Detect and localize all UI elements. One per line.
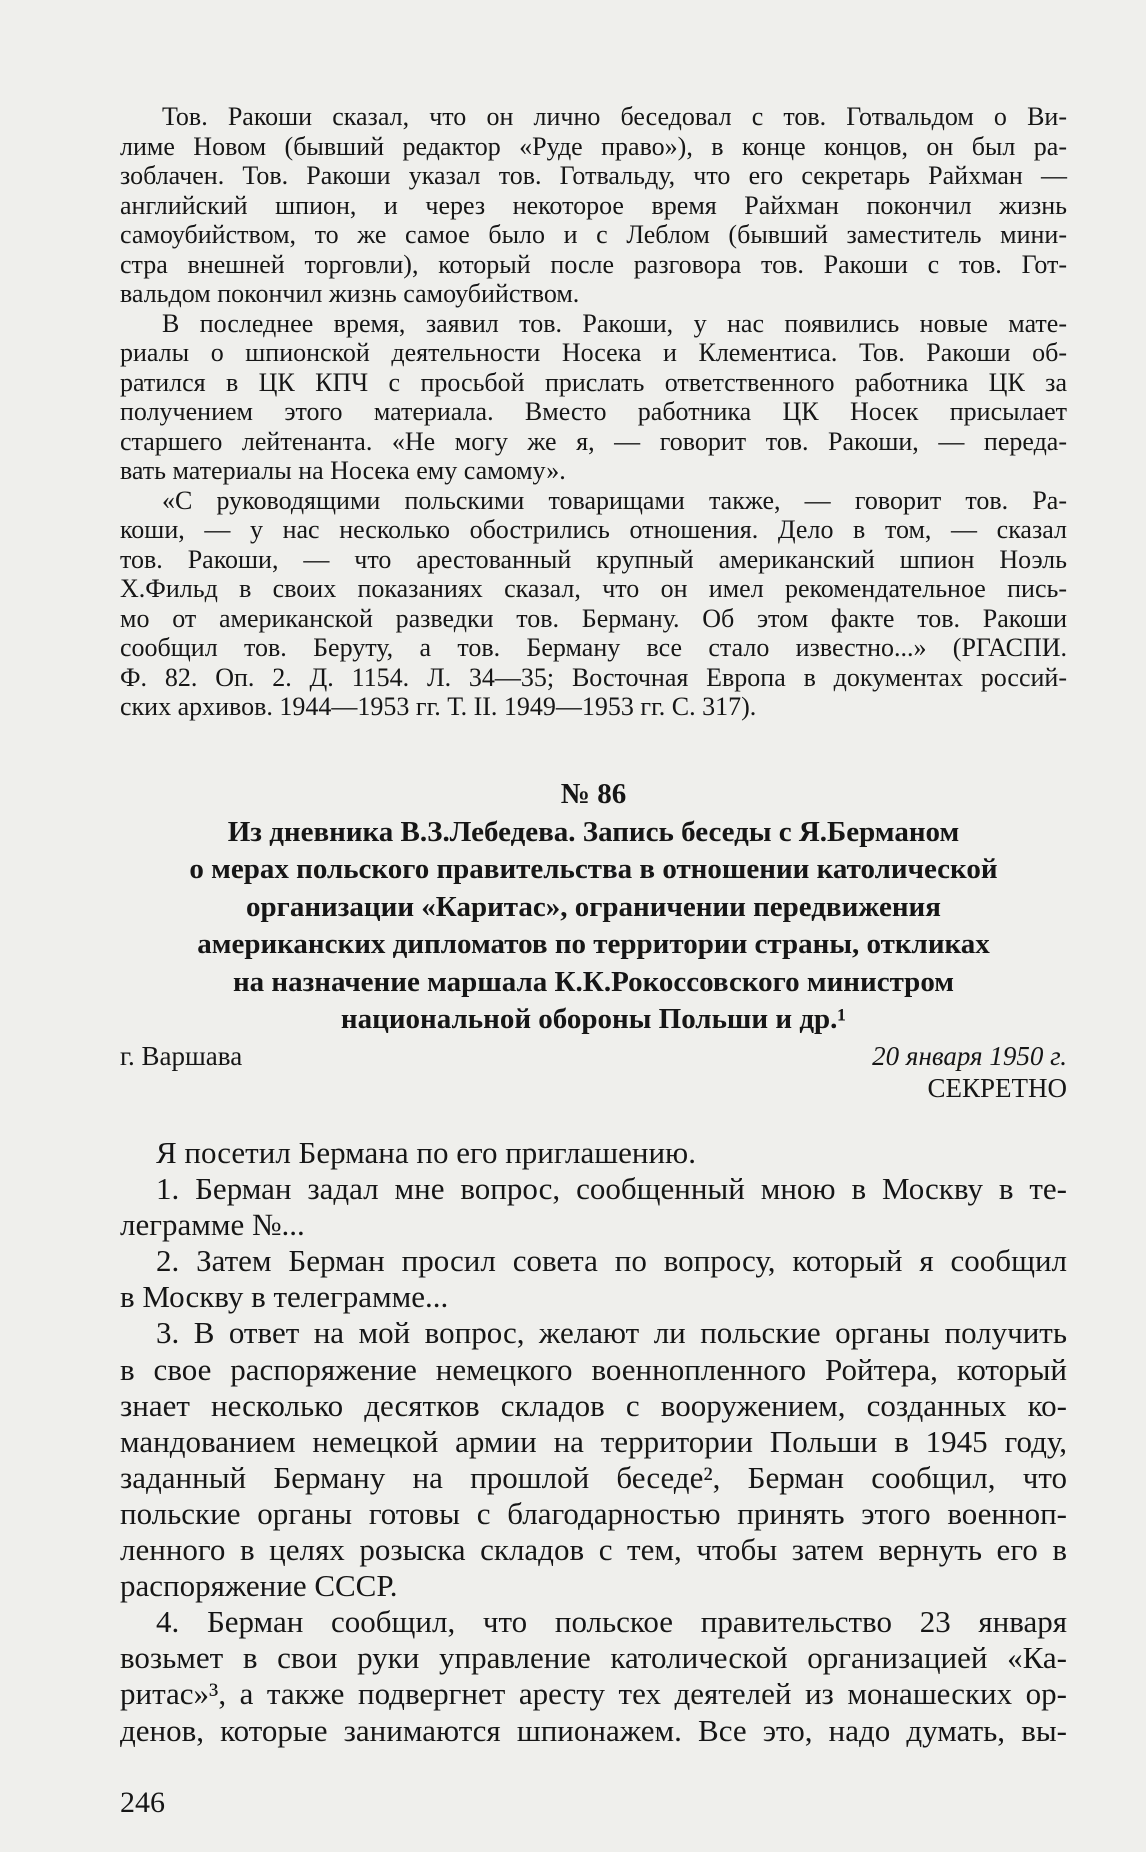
page-number: 246 <box>120 1786 165 1819</box>
title-line: на назначение маршала К.К.Рокоссовского министром <box>232 965 955 998</box>
text-line: риалы о шпионской деятельности Носека и Клементиса. Тов. Ракоши об- <box>120 338 1067 367</box>
text-line: мо от американской разведки тов. Берману. Об этом факте тов. Ракоши <box>120 603 1067 633</box>
text-line: заданный Берману на прошлой беседе², Берман сообщил, что <box>120 1459 1067 1495</box>
paragraph <box>120 102 1067 309</box>
text-line: Х.Фильд в своих показаниях сказал, что он имел рекомендательное пись- <box>120 574 1067 603</box>
paragraph <box>120 1243 1067 1315</box>
document-date: 20 января 1950 г. <box>872 1041 1067 1071</box>
intro-text <box>120 102 1067 722</box>
text-line: ратился в ЦК КПЧ с просьбой прислать ответственного работника ЦК за <box>120 367 1067 397</box>
text-line: «С руководящими польскими товарищами также, — говорит тов. Ра- <box>162 485 1067 515</box>
title-line: организации «Каритас», ограничении передвижения <box>246 890 941 923</box>
document-body <box>120 1135 1067 1749</box>
text-line: вать материалы на Носека ему самому». <box>120 456 566 485</box>
document-place: г. Варшава <box>120 1041 243 1071</box>
classification-stamp: СЕКРЕТНО <box>927 1073 1067 1103</box>
paragraph <box>120 486 1067 722</box>
document-title <box>120 814 1067 1039</box>
text-line: стра внешней торговли), который после разговора тов. Ракоши с тов. Гот- <box>120 249 1067 279</box>
text-line: 2. Затем Берман просил совета по вопросу, который я сообщил <box>156 1243 1067 1279</box>
paragraph <box>120 309 1067 486</box>
title-line: американских дипломатов по территории страны, откликах <box>197 928 990 960</box>
text-line: 1. Берман задал мне вопрос, сообщенный мною в Москву в те- <box>156 1171 1067 1207</box>
text-line: сообщил тов. Беруту, а тов. Берману все стало известно...» (РГАСПИ. <box>120 633 1067 662</box>
document-meta <box>120 1040 1067 1104</box>
text-line: лиме Новом (бывший редактор «Руде право»), в конце концов, он был ра- <box>120 131 1067 161</box>
text-line: возьмет в свои руки управление католической организацией «Ка- <box>120 1640 1067 1676</box>
text-line: в Москву в телеграмме... <box>120 1279 449 1315</box>
text-line: вальдом покончил жизнь самоубийством. <box>120 279 580 308</box>
title-line: о мерах польского правительства в отношении католической <box>189 853 998 885</box>
text-line: денов, которые занимаются шпионажем. Все это, надо думать, вы- <box>120 1712 1067 1748</box>
text-line: тов. Ракоши, — что арестованный крупный американский шпион Ноэль <box>120 544 1067 574</box>
text-line: 3. В ответ на мой вопрос, желают ли польские органы получить <box>156 1315 1067 1351</box>
title-line: национальной обороны Польши и др.¹ <box>340 1003 847 1035</box>
paragraph <box>120 1315 1067 1604</box>
text-line: зоблачен. Тов. Ракоши указал тов. Готвальду, что его секретарь Райхман — <box>120 161 1067 190</box>
text-line: старшего лейтенанта. «Не могу же я, — говорит тов. Ракоши, — переда- <box>120 426 1067 456</box>
text-line: получением этого материала. Вместо работника ЦК Носек присылает <box>120 397 1067 426</box>
text-line: ских архивов. 1944—1953 гг. Т. II. 1949—1953 гг. С. 317). <box>120 692 757 721</box>
text-line: польские органы готовы с благодарностью принять этого военноп- <box>120 1495 1067 1531</box>
text-line: английский шпион, и через некоторое время Райхман покончил жизнь <box>120 190 1067 220</box>
paragraph <box>120 1171 1067 1243</box>
paragraph <box>120 1135 1067 1171</box>
text-line: мандованием немецкой армии на территории Польши в 1945 году, <box>120 1423 1067 1459</box>
text-line: Ф. 82. Оп. 2. Д. 1154. Л. 34—35; Восточная Европа в документах россий- <box>120 662 1067 692</box>
text-line: леграмме №... <box>120 1207 305 1243</box>
text-line: распоряжение СССР. <box>120 1568 398 1604</box>
text-line: Тов. Ракоши сказал, что он лично беседовал с тов. Готвальдом о Ви- <box>162 102 1067 131</box>
text-line: 4. Берман сообщил, что польское правительство 23 января <box>156 1604 1067 1640</box>
text-line: самоубийством, то же самое было и с Леблом (бывший заместитель мини- <box>120 220 1067 249</box>
text-line: коши, — у нас несколько обострились отношения. Дело в том, — сказал <box>120 515 1067 544</box>
document-number: № 86 <box>560 778 627 810</box>
text-line: в свое распоряжение немецкого военнопленного Ройтера, который <box>120 1351 1067 1387</box>
text-line: ритас»³, а также подвергнет аресту тех деятелей из монашеских ор- <box>120 1676 1067 1712</box>
document-heading <box>120 776 1067 1039</box>
text-line: В последнее время, заявил тов. Ракоши, у нас появились новые мате- <box>162 308 1067 338</box>
paragraph <box>120 1604 1067 1748</box>
text-line: знает несколько десятков складов с вооружением, созданных ко- <box>120 1387 1067 1423</box>
text-line: ленного в целях розыска складов с тем, чтобы затем вернуть его в <box>120 1532 1067 1568</box>
title-line: Из дневника В.З.Лебедева. Запись беседы с Я.Берманом <box>227 815 960 848</box>
text-line: Я посетил Бермана по его приглашению. <box>156 1135 696 1170</box>
